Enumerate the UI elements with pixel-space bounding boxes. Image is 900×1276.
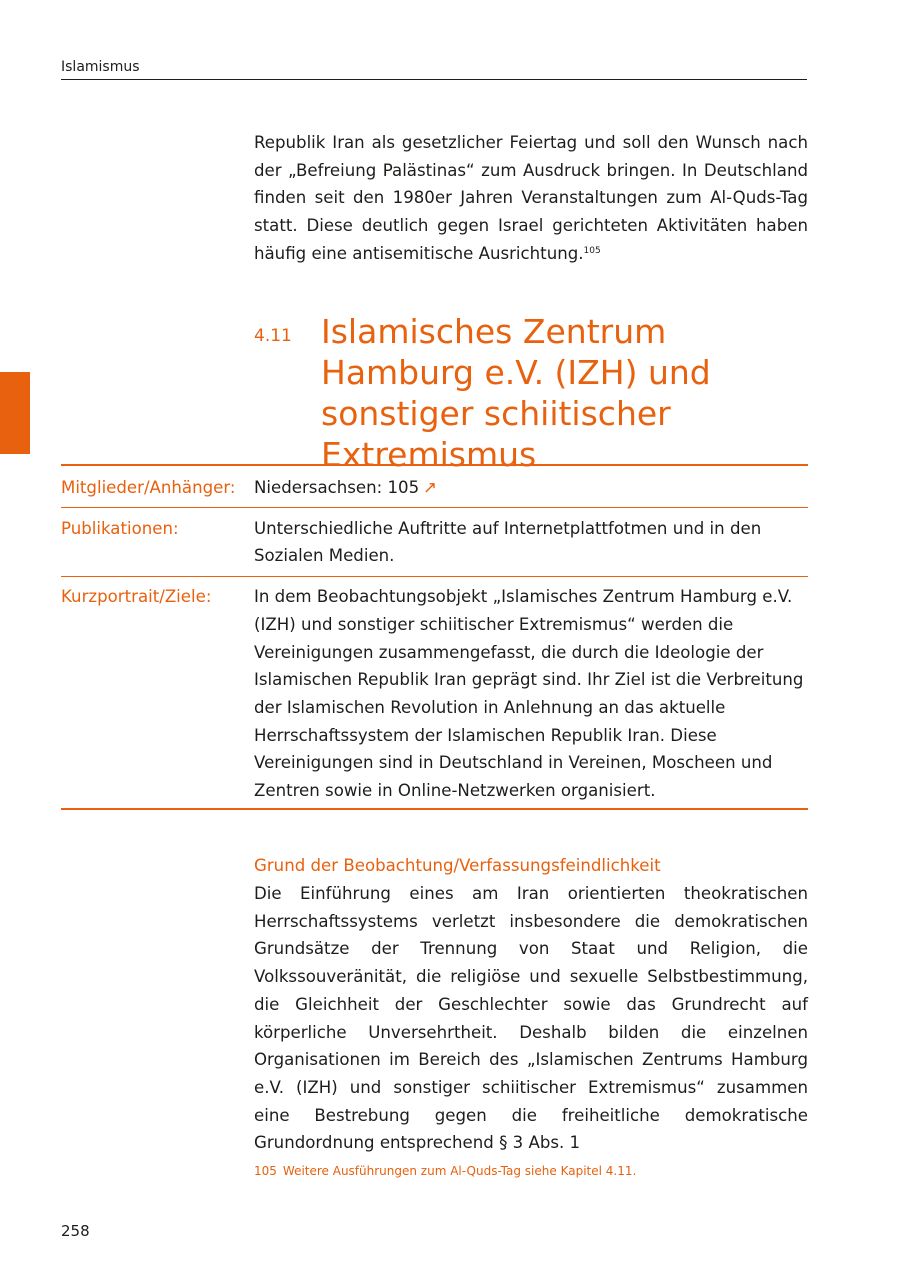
members-value-cell <box>254 474 808 502</box>
portrait-value: In dem Beobachtungsobjekt „Islamisches Zentrum Hamburg e.V. (IZH) und sonstiger schiitischer Extremismus“ werden die Vereinigungen zusammengefasst, die durch die Ideologie der Islamischen Republik Iran geprägt sind. Ihr Ziel ist die Verbreitung der Islamischen Revolution in Anlehnung an das aktuelle Herrschaftssystem der Islamischen Republik Iran. Diese Vereinigungen sind in Deutschland in Vereinen, Moscheen und Zentren sowie in Online-Netzwerken organisiert. <box>254 587 804 801</box>
intro-paragraph <box>254 129 808 268</box>
members-value: Niedersachsen: 105 <box>254 478 420 497</box>
publications-value: Unterschiedliche Auftritte auf Internetplattfotmen und in den Sozialen Medien. <box>254 518 762 566</box>
members-label: Mitglieder/Anhänger: <box>61 478 236 497</box>
info-row-members <box>61 466 808 507</box>
footnote-number: 105 <box>254 1164 277 1178</box>
section-number: 4.11 <box>254 326 292 346</box>
running-head: Islamismus <box>61 59 807 80</box>
section-title: Islamisches Zentrum Hamburg e.V. (IZH) und sonstiger schiitischer Extremismus <box>321 312 711 474</box>
trend-up-icon: ↗ <box>423 478 438 497</box>
intro-text: Republik Iran als gesetzlicher Feiertag und soll den Wunsch nach der „Befreiung Palästinas“ zum Ausdruck bringen. In Deutschland finden seit den 1980er Jahren Veranstaltungen zum Al-Quds-Tag statt. Diese deutlich gegen Israel gerichteten Aktivitäten haben häufig eine antisemitische Ausrichtung. <box>254 133 808 263</box>
info-row-publications <box>61 507 808 576</box>
footnote-text: Weitere Ausführungen zum Al-Quds-Tag siehe Kapitel 4.11. <box>282 1164 637 1178</box>
page-number: 258 <box>61 1222 90 1240</box>
info-table <box>61 464 808 810</box>
publications-label: Publikationen: <box>61 518 179 538</box>
chapter-marker <box>0 372 30 454</box>
info-row-portrait <box>61 576 808 808</box>
observation-paragraph: Die Einführung eines am Iran orientierten theokratischen Herrschaftssystems verletzt insbesondere die demokratischen Grundsätze der Trennung von Staat und Religion, die Volkssouveränität, die religiöse und sexuelle Selbstbestimmung, die Gleichheit der Geschlechter sowie das Grundrecht auf körperliche Unversehrtheit. Deshalb bilden die einzelnen Organisationen im Bereich des „Islamischen Zentrums Hamburg e.V. (IZH) und sonstiger schiitischer Extremismus“ zusammen eine Bestrebung gegen die freiheitliche demokratische Grundordnung entsprechend § 3 Abs. 1 <box>254 884 808 1153</box>
observation-heading: Grund der Beobachtung/Verfassungsfeindlichkeit <box>254 856 661 875</box>
footnote-ref: 105 <box>583 245 601 256</box>
portrait-label: Kurzportrait/Ziele: <box>61 587 212 607</box>
footnote <box>254 1164 636 1178</box>
